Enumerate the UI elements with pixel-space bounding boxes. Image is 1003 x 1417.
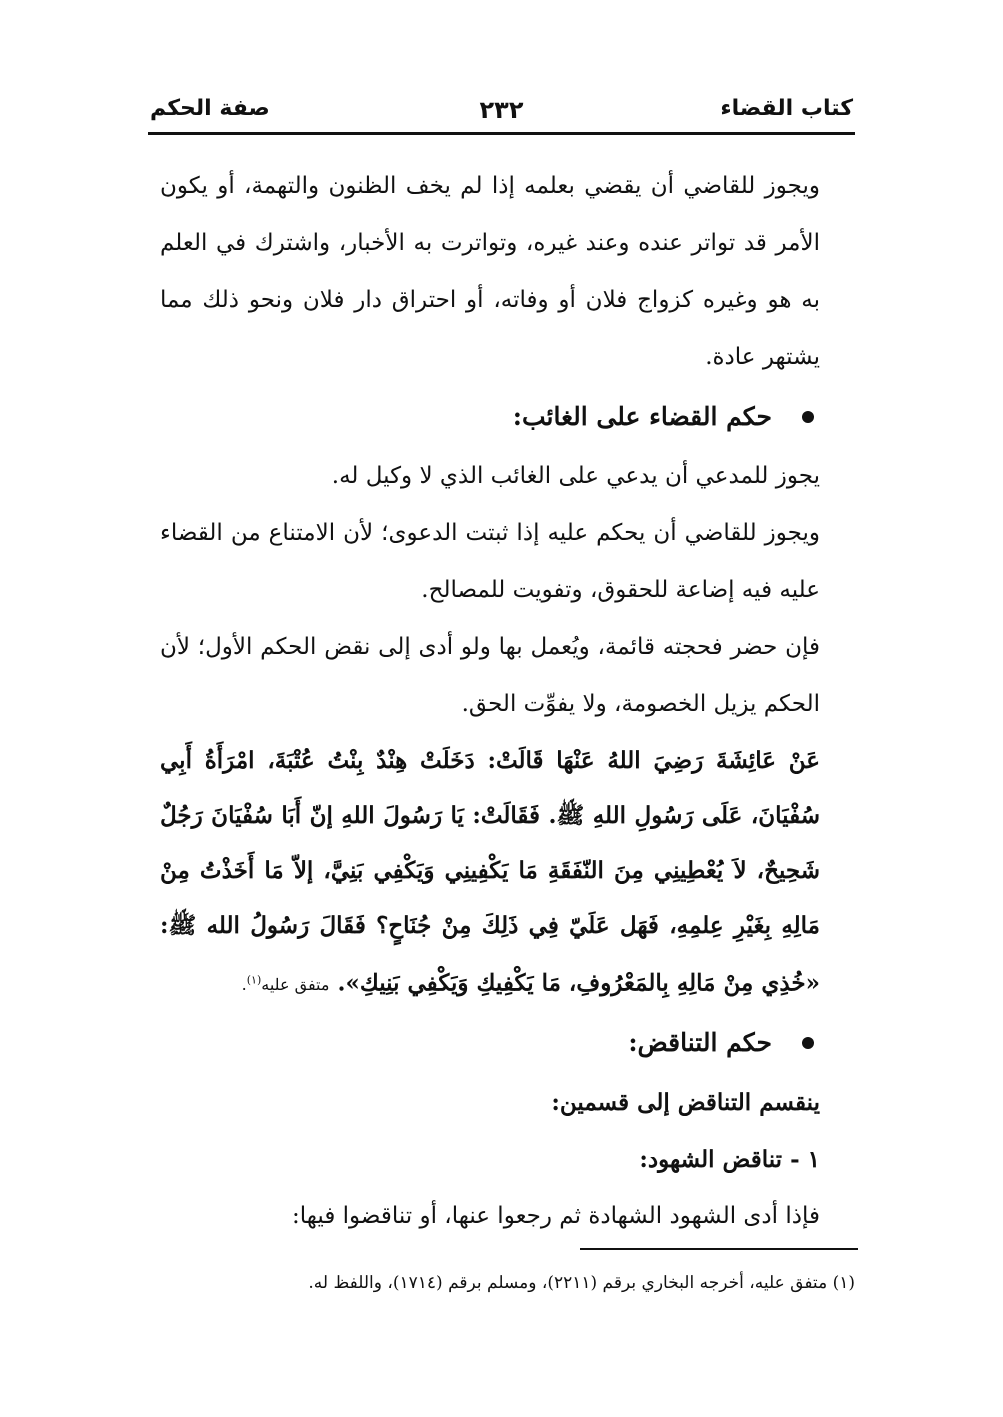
intro-paragraph: ويجوز للقاضي أن يقضي بعلمه إذا لم يخف الظنون والتهمة، أو يكون الأمر قد تواتر عنده وعند غيره، وتواترت به الأخبار، واشترك في العلم به هو وغيره كزواج فلان أو وفاته، أو احتراق دار فلان ونحو ذلك مما يشتهر عادة. <box>160 173 820 370</box>
bullet-icon <box>802 1037 814 1049</box>
paragraph: يجوز للمدعي أن يدعي على الغائب الذي لا وكيل له. <box>331 463 820 489</box>
main-text <box>160 158 820 1245</box>
section-heading-text: حكم القضاء على الغائب: <box>512 402 772 431</box>
hadith-reference <box>242 975 330 994</box>
subheading: ينقسم التناقض إلى قسمين: <box>551 1089 820 1117</box>
paragraph: فإذا أدى الشهود الشهادة ثم رجعوا عنها، أو تناقضوا فيها: <box>292 1203 820 1230</box>
section-heading-contradiction <box>160 1012 820 1074</box>
hadith-text <box>160 733 820 1012</box>
hadith-body: عَنْ عَائِشَةَ رَضِيَ اللهُ عَنْهَا قَالَتْ: دَخَلَتْ هِنْدٌ بِنْتُ عُتْبَةَ، امْرَأَةُ أَبِي سُفْيَانَ، عَلَى رَسُولِ اللهِ ﷺ. فَقَالَتْ: يَا رَسُولَ اللهِ إنّ أَبَا سُفْيَانَ رَجُلٌ شَحِيحٌ، لاَ يُعْطِينِي مِنَ النّفَقَةِ مَا يَكْفِينِي وَيَكْفِي بَنِيَّ، إلاّ مَا أَخَذْتُ مِنْ مَالِهِ بِغَيْرِ عِلمِهِ، فَهَل عَلَيّ فِي ذَلِكَ مِنْ جُنَاحٍ؟ فَقَالَ رَسُولُ الله ﷺ: «خُذِي مِنْ مَالِهِ بِالمَعْرُوفِ، مَا يَكْفِيكِ وَيَكْفِي بَنِيكِ». <box>160 747 820 997</box>
subheading: ١ - تناقض الشهود: <box>639 1146 820 1174</box>
footnote-marker: (١) <box>246 974 262 987</box>
footnote: (١) متفق عليه، أخرجه البخاري برقم (٢٢١١)، ومسلم برقم (١٧١٤)، واللفظ له. <box>308 1273 855 1293</box>
hadith-reference-end: . <box>241 975 247 995</box>
bullet-icon <box>802 411 814 423</box>
section-heading-absent-ruling <box>160 386 820 448</box>
section-heading-text: حكم التناقض: <box>628 1028 772 1058</box>
paragraph: فإن حضر فحجته قائمة، ويُعمل بها ولو أدى إلى نقض الحكم الأول؛ لأن الحكم يزيل الخصومة، ولا يفوِّت الحق. <box>160 634 820 717</box>
footnote-divider <box>580 1248 858 1250</box>
hadith-reference-label: متفق عليه <box>261 975 330 995</box>
page-number: ٢٣٢ <box>479 96 524 124</box>
header-book-title: كتاب القضاء <box>720 96 853 121</box>
header-divider <box>148 132 855 135</box>
running-header <box>150 96 853 136</box>
paragraph: ويجوز للقاضي أن يحكم عليه إذا ثبتت الدعوى؛ لأن الامتناع من القضاء عليه فيه إضاعة للحقوق، وتفويت للمصالح. <box>160 520 820 603</box>
header-section-title: صفة الحكم <box>150 96 270 121</box>
